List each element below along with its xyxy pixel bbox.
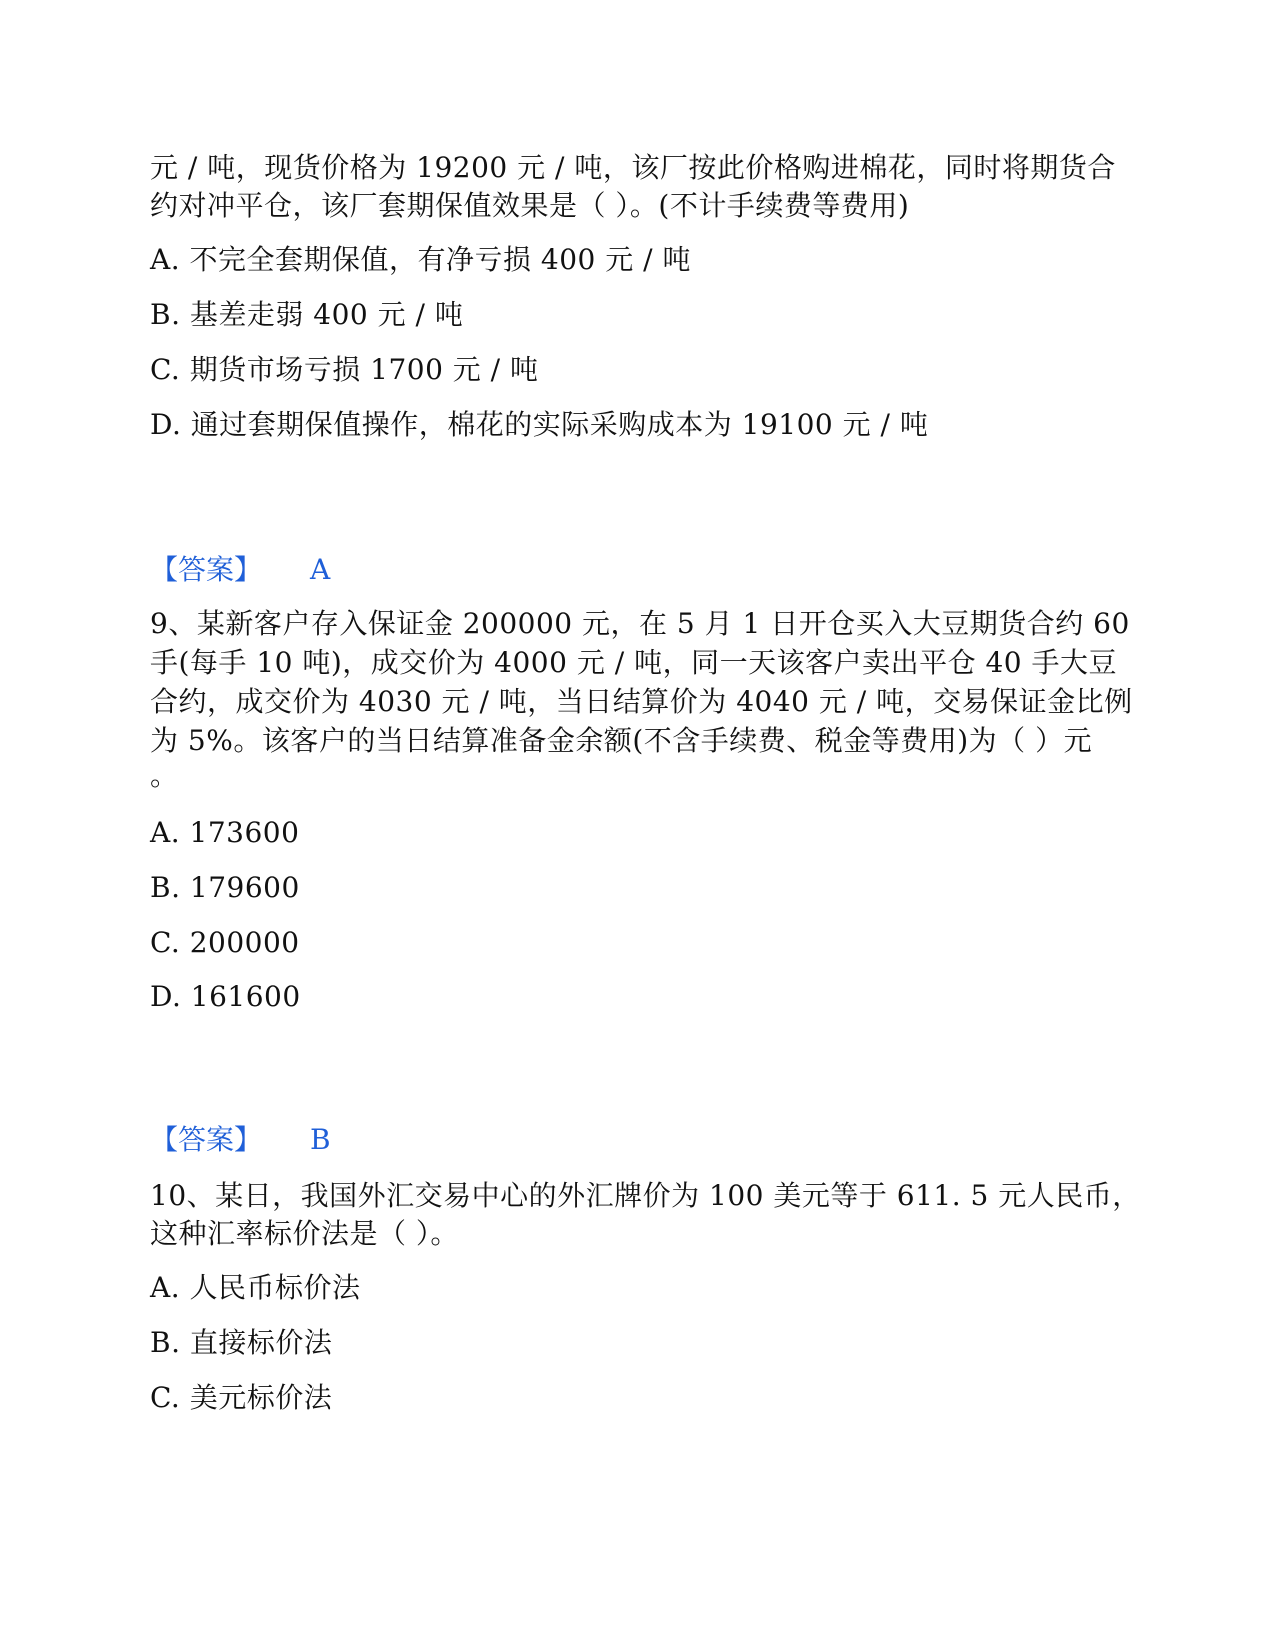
answer-label: 【答案】 [150, 553, 263, 586]
answer-value: A [310, 553, 331, 586]
q8-option-a: A. 不完全套期保值，有净亏损 400 元 / 吨 [150, 243, 692, 276]
q8-option-d: D. 通过套期保值操作，棉花的实际采购成本为 19100 元 / 吨 [150, 408, 929, 441]
q8-stem-line-1: 元 / 吨，现货价格为 19200 元 / 吨，该厂按此价格购进棉花，同时将期货合 [150, 151, 1116, 184]
q8-answer [150, 550, 330, 590]
q10-option-a: A. 人民币标价法 [150, 1271, 361, 1304]
q9-option-c: C. 200000 [150, 926, 300, 959]
q9-option-b: B. 179600 [150, 871, 300, 904]
q8-option-c: C. 期货市场亏损 1700 元 / 吨 [150, 353, 539, 386]
q10-stem-line-2: 这种汇率标价法是（ ）。 [150, 1217, 459, 1250]
q9-answer [150, 1120, 331, 1160]
q9-stem-line-5: 。 [150, 759, 179, 792]
q9-option-a: A. 173600 [150, 816, 300, 849]
q8-stem-line-2: 约对冲平仓，该厂套期保值效果是（ ）。(不计手续费等费用) [150, 189, 910, 222]
q8-option-b: B. 基差走弱 400 元 / 吨 [150, 298, 464, 331]
answer-label: 【答案】 [150, 1123, 263, 1156]
q10-option-c: C. 美元标价法 [150, 1381, 333, 1414]
q9-stem-line-2: 手(每手 10 吨)，成交价为 4000 元 / 吨，同一天该客户卖出平仓 40 手大豆 [150, 646, 1118, 679]
answer-value: B [310, 1123, 331, 1156]
q9-stem-line-3: 合约，成交价为 4030 元 / 吨，当日结算价为 4040 元 / 吨，交易保证金比例 [150, 685, 1133, 718]
q9-option-d: D. 161600 [150, 980, 301, 1013]
q10-stem-line-1: 10、某日，我国外汇交易中心的外汇牌价为 100 美元等于 611. 5 元人民币， [150, 1179, 1141, 1212]
q10-option-b: B. 直接标价法 [150, 1326, 333, 1359]
q9-stem-line-1: 9、某新客户存入保证金 200000 元，在 5 月 1 日开仓买入大豆期货合约 60 [150, 607, 1130, 640]
q9-stem-line-4: 为 5%。该客户的当日结算准备金余额(不含手续费、税金等费用)为（ ）元 [150, 724, 1093, 757]
